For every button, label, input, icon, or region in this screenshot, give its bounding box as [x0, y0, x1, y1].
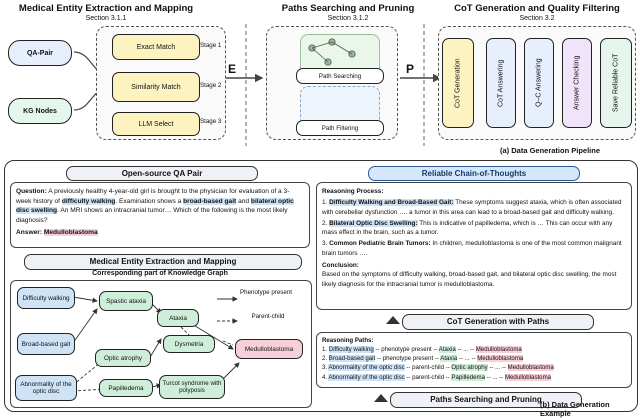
path-3-dst: Medulloblastoma	[507, 364, 554, 372]
caption-b: (b) Data Generation Example	[540, 400, 610, 418]
path-4-mid: Papilledema	[451, 373, 485, 381]
up-arrow-cot	[386, 316, 400, 324]
legend-phenotype-present: Phenotype present	[240, 289, 292, 296]
cot-generation-banner: CoT Generation with Paths	[402, 314, 594, 330]
kg-node-label: Dysmetria	[174, 340, 204, 348]
kg-node-label: Turcot syndrome with polyposis	[162, 380, 222, 394]
legend-parent-child: Parent-child	[251, 313, 285, 320]
save-reliable-cot-block[interactable]	[600, 38, 632, 128]
stage-exact-match[interactable]	[112, 34, 200, 60]
answer-value: Medulloblastoma	[43, 229, 98, 237]
kg-node-label: Ataxia	[169, 314, 187, 322]
path-3-mid: Optic atrophy	[451, 364, 488, 372]
kg-subtitle: Corresponding part of Knowledge Graph	[92, 270, 228, 277]
cot-answering-label: CoT Answering	[497, 59, 505, 107]
path-1-src: Difficulty walking	[328, 346, 374, 354]
entity-section-header	[24, 254, 302, 270]
question-h2: broad-based gait	[183, 197, 237, 205]
kg-node-label: Difficulty walking	[22, 294, 70, 302]
path-row-4	[322, 373, 626, 382]
kg-node-medulloblastoma[interactable]	[235, 339, 303, 359]
paths-box	[316, 332, 632, 388]
path-row-3	[322, 363, 626, 372]
step-1-text: These symptoms suggest ataxia, which is often associated with cerebellar dysfunction …. a tumor in this area can lead to a broad-based gait and difficulty walking.	[322, 199, 622, 216]
path-1-rel1: -- phenotype present --	[375, 346, 438, 354]
path-2-mid: Ataxia	[440, 355, 458, 363]
kg-node-difficulty-walking[interactable]	[17, 287, 75, 309]
path-2-num: 2.	[322, 355, 328, 363]
question-label: Question:	[16, 188, 47, 195]
path-3-num: 3.	[322, 364, 328, 372]
reasoning-label: Reasoning Process:	[322, 188, 384, 195]
reasoning-step-3	[322, 239, 626, 258]
stage-similarity-match-label: Similarity Match	[131, 83, 181, 91]
path-4-src: Abnormality of the optic disc	[328, 373, 405, 381]
stage-similarity-match[interactable]	[112, 72, 200, 102]
qa-box	[10, 182, 310, 248]
kg-node-broad-based-gait[interactable]	[17, 333, 75, 355]
kg-node-label: Medulloblastoma	[244, 345, 294, 353]
step-3-num: 3.	[322, 240, 328, 248]
step-3-text: In children, medulloblastoma is one of the most common malignant brain tumors ….	[322, 240, 622, 257]
section-sub-1: Section 3.1.1	[85, 15, 127, 22]
path-filtering-chip[interactable]	[296, 120, 384, 136]
path-row-2	[322, 354, 626, 363]
kg-node-label: Spastic ataxia	[106, 297, 146, 305]
stage-1-tag: Stage 1	[200, 42, 222, 49]
kg-node-dysmetria[interactable]	[163, 335, 215, 353]
kg-node-label: Papilledema	[108, 384, 144, 392]
stage-2-tag: Stage 2	[200, 82, 222, 89]
step-2-text: This is indicative of papilledema, which is … This can occur with any mass effect in the brain, such as a tumor.	[322, 219, 613, 237]
stage-llm-select-label: LLM Select	[138, 120, 174, 128]
kg-graph-box	[10, 280, 312, 408]
question-p4: . An MRI shows an intracranial tumor… Which of the following is the most likely diagnosis?	[16, 207, 288, 224]
path-searching-chip[interactable]	[296, 68, 384, 84]
path-2-rel1: -- phenotype present --	[376, 355, 439, 363]
section-title-1: Medical Entity Extraction and Mapping	[18, 3, 194, 14]
kg-node-papilledema[interactable]	[99, 379, 153, 397]
path-3-rel1: -- parent-child --	[406, 364, 450, 372]
input-kg-nodes-label: KG Nodes	[23, 107, 57, 115]
kg-node-optic-atrophy[interactable]	[95, 349, 151, 367]
stage-3-tag: Stage 3	[200, 118, 222, 125]
kg-node-spastic-ataxia[interactable]	[99, 291, 153, 311]
paths-label: Reasoning Paths:	[322, 337, 374, 344]
section-sub-2: Section 3.1.2	[327, 15, 369, 22]
path-2-rel2: -- ... --	[458, 355, 476, 363]
path-1-rel2: -- ... --	[457, 346, 475, 354]
cot-header: Reliable Chain-of-Thoughts	[368, 166, 580, 181]
answer-checking-label: Answer Checking	[573, 55, 581, 111]
qc-answering-label: Q–C Answering	[535, 58, 543, 108]
question-p1: A previously healthy 4-year-old girl is brought to the physician for evaluation of a 3-week history of	[16, 188, 290, 205]
conclusion-text: Based on the symptoms of difficulty walking, broad-based gait, and bilateral optic disc swelling, the most likely diagnosis for the intracranial tumor is medulloblastoma.	[322, 271, 617, 288]
cot-generation-label: CoT Generation	[454, 58, 462, 108]
step-1-head: Difficulty Walking and Broad-Based Gait:	[329, 199, 454, 207]
kg-node-abnormality-optic-disc[interactable]	[15, 375, 77, 401]
path-1-mid: Ataxia	[438, 346, 456, 354]
cot-generation-block[interactable]	[442, 38, 474, 128]
section-title-2: Paths Searching and Pruning	[281, 3, 415, 14]
path-2-dst: Medulloblastoma	[477, 355, 524, 363]
paths-symbol-P: P	[406, 62, 415, 76]
reasoning-step-1	[322, 198, 626, 217]
qc-answering-block[interactable]	[524, 38, 554, 128]
path-4-dst: Medulloblastoma	[504, 373, 552, 381]
path-1-num: 1.	[322, 346, 328, 354]
answer-label: Answer:	[16, 229, 43, 237]
answer-checking-block[interactable]	[562, 38, 592, 128]
caption-a: (a) Data Generation Pipeline	[500, 146, 601, 155]
path-3-rel2: -- ... --	[489, 364, 506, 372]
section-title-3: CoT Generation and Quality Filtering	[454, 3, 620, 14]
path-4-rel2: -- ... --	[486, 373, 504, 381]
kg-node-label: Abnormality of the optic disc	[20, 381, 72, 395]
save-reliable-cot-label: Save Reliable CoT	[612, 53, 620, 113]
reasoning-step-2	[322, 219, 626, 238]
path-3-src: Abnormality of the optic disc	[328, 364, 405, 372]
paths-banner: Paths Searching and Pruning	[390, 392, 582, 408]
step-2-head: Bilateral Optic Disc Swelling:	[329, 219, 418, 227]
path-filtering-label: Path Filtering	[321, 124, 359, 132]
stage-llm-select[interactable]	[112, 112, 200, 136]
input-qa-pair-label: QA-Pair	[26, 49, 54, 57]
kg-node-ataxia[interactable]	[157, 309, 199, 327]
step-3-head: Common Pediatric Brain Tumors:	[329, 240, 431, 248]
path-row-1	[322, 345, 626, 354]
question-h3: bilateral optic disc swelling	[16, 197, 294, 215]
stage-exact-match-label: Exact Match	[136, 43, 176, 51]
step-1-num: 1.	[322, 199, 328, 207]
kg-node-label: Optic atrophy	[103, 354, 142, 362]
entity-section-title: Medical Entity Extraction and Mapping	[89, 257, 237, 266]
path-1-dst: Medulloblastoma	[475, 346, 522, 354]
kg-node-label: Broad-based gait	[21, 340, 71, 348]
input-kg-nodes[interactable]	[8, 98, 72, 124]
kg-node-turcot-syndrome[interactable]	[159, 375, 225, 399]
qa-header: Open-source QA Pair	[66, 166, 258, 181]
section-sub-3: Section 3.2	[519, 15, 555, 22]
up-arrow-paths	[374, 394, 388, 402]
question-p3: and	[236, 197, 251, 205]
path-searching-label: Path Searching	[318, 72, 362, 80]
reasoning-box	[316, 182, 632, 310]
conclusion-label: Conclusion:	[322, 261, 359, 269]
input-qa-pair[interactable]	[8, 40, 72, 66]
pipeline-panel	[0, 0, 640, 158]
path-2-src: Broad-based gait	[328, 355, 376, 363]
question-h1: difficulty walking	[61, 197, 116, 205]
cot-answering-block[interactable]	[486, 38, 516, 128]
path-4-num: 4.	[322, 373, 328, 381]
path-4-rel1: -- parent-child --	[406, 373, 450, 381]
question-p2: . Examination shows a	[115, 197, 184, 205]
step-2-num: 2.	[322, 219, 328, 227]
entity-symbol-E: E	[228, 62, 237, 76]
